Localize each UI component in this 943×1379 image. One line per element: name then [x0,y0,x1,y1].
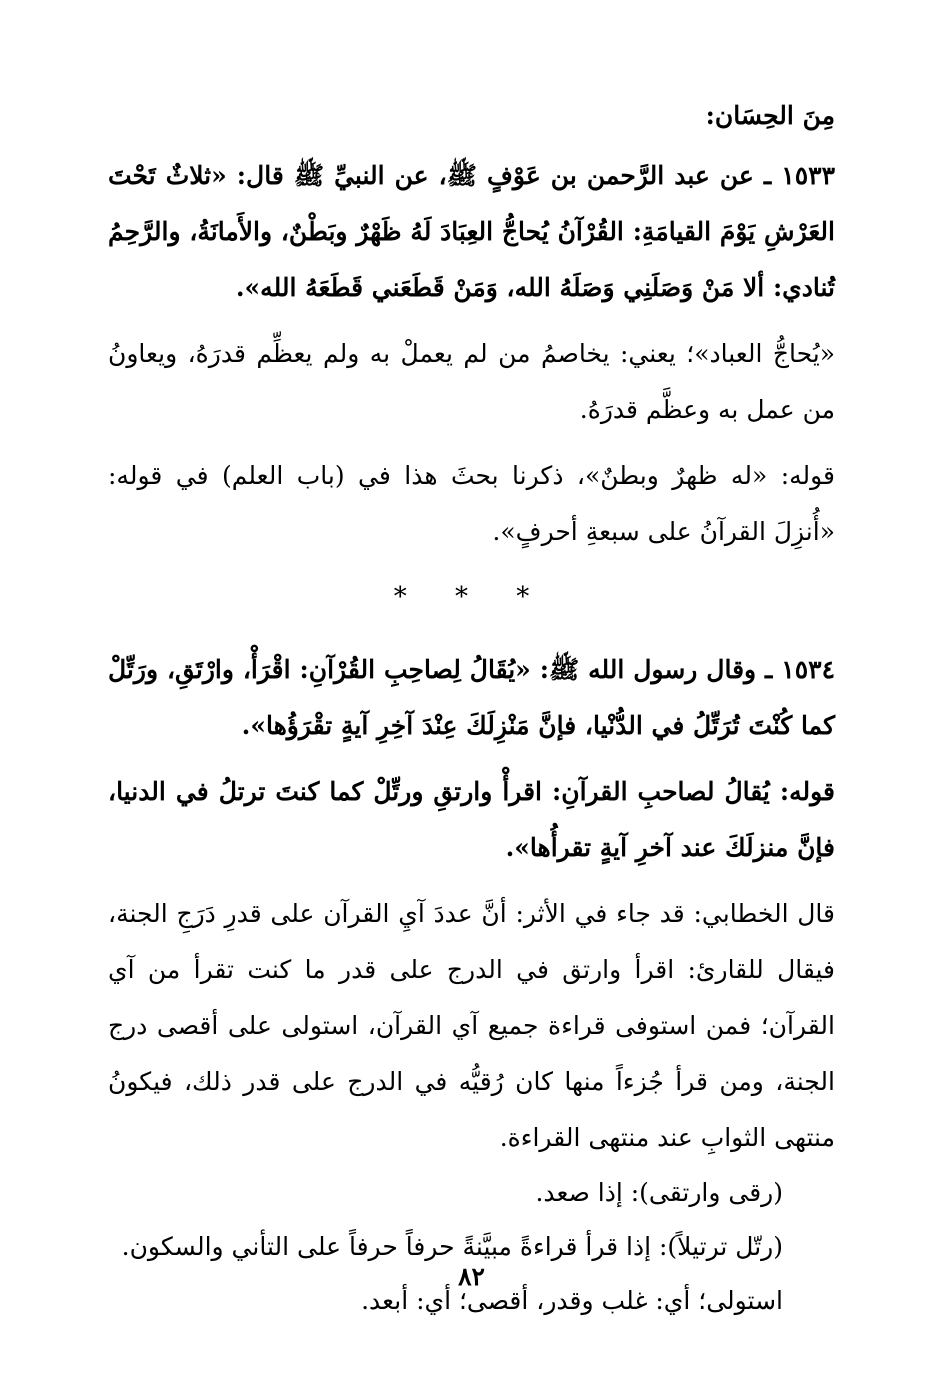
note-istawla: استولى؛ أي: غلب وقدر، أقصى؛ أي: أبعد. [361,1286,783,1315]
commentary-yuqal: قوله: يُقالُ لصاحبِ القرآنِ: اقرأْ وارتقِ ورتِّلْ كما كنتَ ترتلُ في الدنيا، فإنَّ منزلَكَ عند آخرِ آيةٍ تقرأُها». [108,777,835,862]
commentary-zahr-batn: قوله: «له ظهرٌ وبطنٌ»، ذكرنا بحثَ هذا في (باب العلم) في قوله: «أُنزِلَ القرآنُ على سبعةِ أحرفٍ». [108,461,835,546]
commentary-yuhajj: «يُحاجُّ العباد»؛ يعني: يخاصمُ من لم يعملْ به ولم يعظِّم قدرَهُ، ويعاونُ من عمل به وعظَّم قدرَهُ. [108,339,835,424]
note-rattil: (رتّل ترتيلاً): إذا قرأ قراءةً مبيَّنةً حرفاً حرفاً على التأني والسكون. [121,1232,783,1261]
section-separator: * * * [393,582,550,612]
vocabulary-notes [108,1166,835,1328]
hadith-1533: ١٥٣٣ ـ عن عبد الرَّحمن بن عَوْفٍ ﷺ، عن النبيِّ ﷺ قال: «ثلاثٌ تَحْتَ العَرْشِ يَوْمَ القيامَةِ: القُرْآنُ يُحاجُّ العِبَادَ لَهُ ظَهْرٌ وبَطْنٌ، والأَمانَةُ، والرَّحِمُ تُنادي: ألا مَنْ وَصَلَنِي وَصَلَهُ الله، وَمَنْ قَطَعَني قَطَعَهُ الله». [108,161,835,302]
page-number: ٨٢ [458,1262,485,1291]
hadith-1534: ١٥٣٤ ـ وقال رسول الله ﷺ: «يُقَالُ لِصاحِبِ القُرْآنِ: اقْرَأْ، وارْتَقِ، ورَتِّلْ كما كُنْتَ تُرَتِّلُ في الدُّنْيا، فإنَّ مَنْزِلَكَ عِنْدَ آخِرِ آيةٍ تقْرَؤُها». [108,655,835,740]
note-raqa: (رقى وارتقى): إذا صعد. [535,1178,783,1207]
commentary-khattabi: قال الخطابي: قد جاء في الأثر: أنَّ عددَ آيِ القرآن على قدرِ دَرَجِ الجنة، فيقال للقارئ: اقرأ وارتق في الدرج على قدر ما كنت تقرأ من آي القرآن؛ فمن استوفى قراءة جميع آي القرآن، استولى على أقصى درج الجنة، ومن قرأ جُزءاً منها كان رُقيُّه في الدرج على قدر ذلك، فيكونُ منتهى الثوابِ عند منتهى القراءة. [108,899,835,1152]
section-heading: مِنَ الحِسَان: [705,101,835,130]
